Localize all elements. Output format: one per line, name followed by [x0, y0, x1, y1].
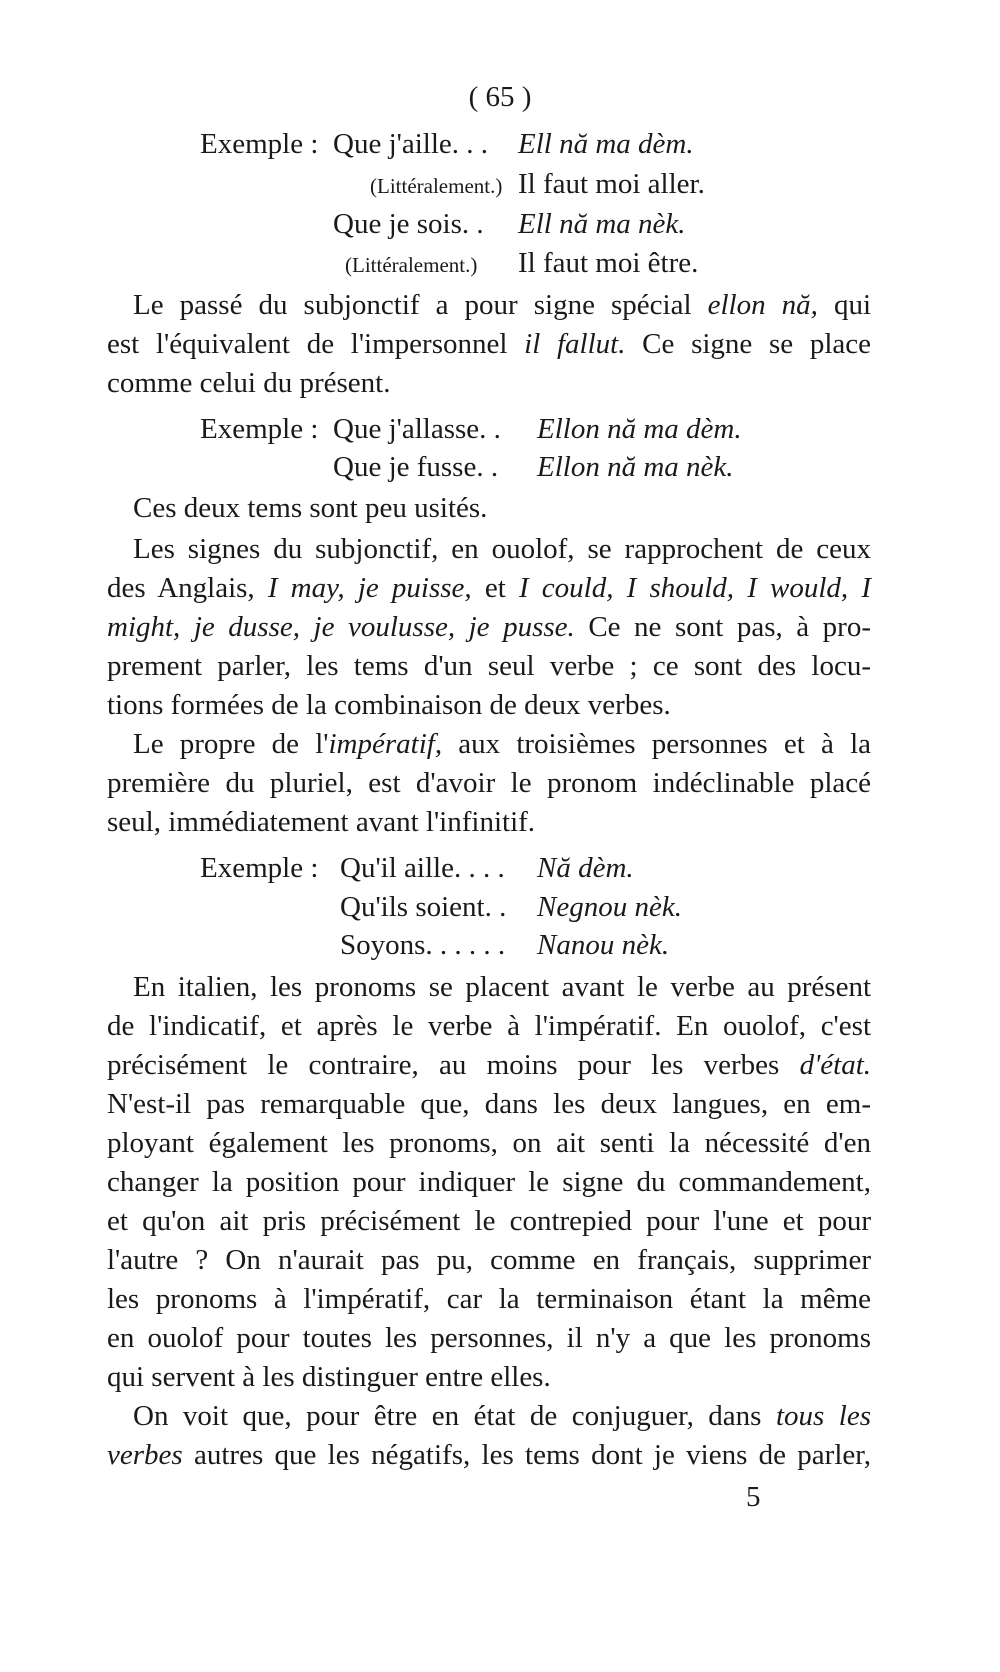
paragraph-line: est l'équivalent de l'impersonnel il fallut. Ce signe se place — [107, 328, 872, 360]
example-french: Que je fusse. . — [333, 451, 499, 483]
example-wolof: Nanou nèk. — [537, 929, 670, 961]
example-wolof: Negnou nèk. — [537, 891, 682, 923]
paragraph-line: Ces deux tems sont peu usités. — [133, 492, 488, 524]
literal-translation: Il faut moi être. — [518, 247, 699, 279]
example-french: Qu'il aille. . . . — [340, 852, 505, 884]
paragraph-line: verbes autres que les négatifs, les tems dont je viens de parler, — [107, 1439, 872, 1471]
example-label: Exemple : — [200, 852, 319, 884]
paragraph-line: On voit que, pour être en état de conjuguer, dans tous les — [133, 1400, 871, 1432]
paragraph-line: Le passé du subjonctif a pour signe spécial ellon nă, qui — [133, 289, 872, 321]
paragraph-line: En italien, les pronoms se placent avant le verbe au présent — [133, 971, 871, 1003]
example-french: Soyons. . . . . . — [340, 929, 506, 961]
paragraph-line: première du pluriel, est d'avoir le pronom indéclinable placé — [107, 767, 871, 799]
paragraph-line: might, je dusse, je voulusse, je pusse. Ce ne sont pas, à pro- — [107, 611, 871, 643]
example-french: Que je sois. . — [333, 208, 484, 240]
example-wolof: Nă dèm. — [537, 852, 634, 884]
paragraph-line: N'est-il pas remarquable que, dans les deux langues, en em- — [107, 1088, 871, 1120]
paragraph-line: comme celui du présent. — [107, 367, 391, 399]
paragraph-line: de l'indicatif, et après le verbe à l'impératif. En ouolof, c'est — [107, 1010, 871, 1042]
paragraph-line: Les signes du subjonctif, en ouolof, se rapprochent de ceux — [133, 533, 871, 565]
example-wolof: Ellon nă ma dèm. — [537, 413, 742, 445]
example-french: Que j'allasse. . — [333, 413, 501, 445]
paragraph-line: les pronoms à l'impératif, car la terminaison étant la même — [107, 1283, 871, 1315]
paragraph-line: l'autre ? On n'aurait pas pu, comme en français, supprimer — [107, 1244, 871, 1276]
literal-label: (Littéralement.) — [370, 174, 503, 198]
page-number: ( 65 ) — [468, 81, 532, 113]
paragraph-line: et qu'on ait pris précisément le contrepied pour l'une et pour — [107, 1205, 871, 1237]
paragraph-line: ployant également les pronoms, on ait senti la nécessité d'en — [107, 1127, 871, 1159]
paragraph-line: Le propre de l'impératif, aux troisièmes personnes et à la — [133, 728, 871, 760]
example-french: Que j'aille. . . — [333, 128, 489, 160]
example-wolof: Ell nă ma nèk. — [518, 208, 686, 240]
example-wolof: Ellon nă ma nèk. — [537, 451, 734, 483]
literal-label: (Littéralement.) — [345, 253, 478, 277]
paragraph-line: précisément le contraire, au moins pour les verbes d'état. — [107, 1049, 872, 1081]
paragraph-line: qui servent à les distinguer entre elles. — [107, 1361, 551, 1393]
example-label: Exemple : — [200, 413, 319, 445]
paragraph-line: seul, immédiatement avant l'infinitif. — [107, 806, 536, 838]
signature-mark: 5 — [746, 1481, 761, 1513]
literal-translation: Il faut moi aller. — [518, 168, 705, 200]
paragraph-line: en ouolof pour toutes les personnes, il n'y a que les pronoms — [107, 1322, 871, 1354]
paragraph-line: changer la position pour indiquer le signe du commandement, — [107, 1166, 871, 1198]
example-label: Exemple : — [200, 128, 319, 160]
example-french: Qu'ils soient. . — [340, 891, 507, 923]
paragraph-line: prement parler, les tems d'un seul verbe ; ce sont des locu- — [107, 650, 871, 682]
paragraph-line: des Anglais, I may, je puisse, et I could, I should, I would, I — [107, 572, 871, 604]
paragraph-line: tions formées de la combinaison de deux verbes. — [107, 689, 671, 721]
example-wolof: Ell nă ma dèm. — [518, 128, 694, 160]
